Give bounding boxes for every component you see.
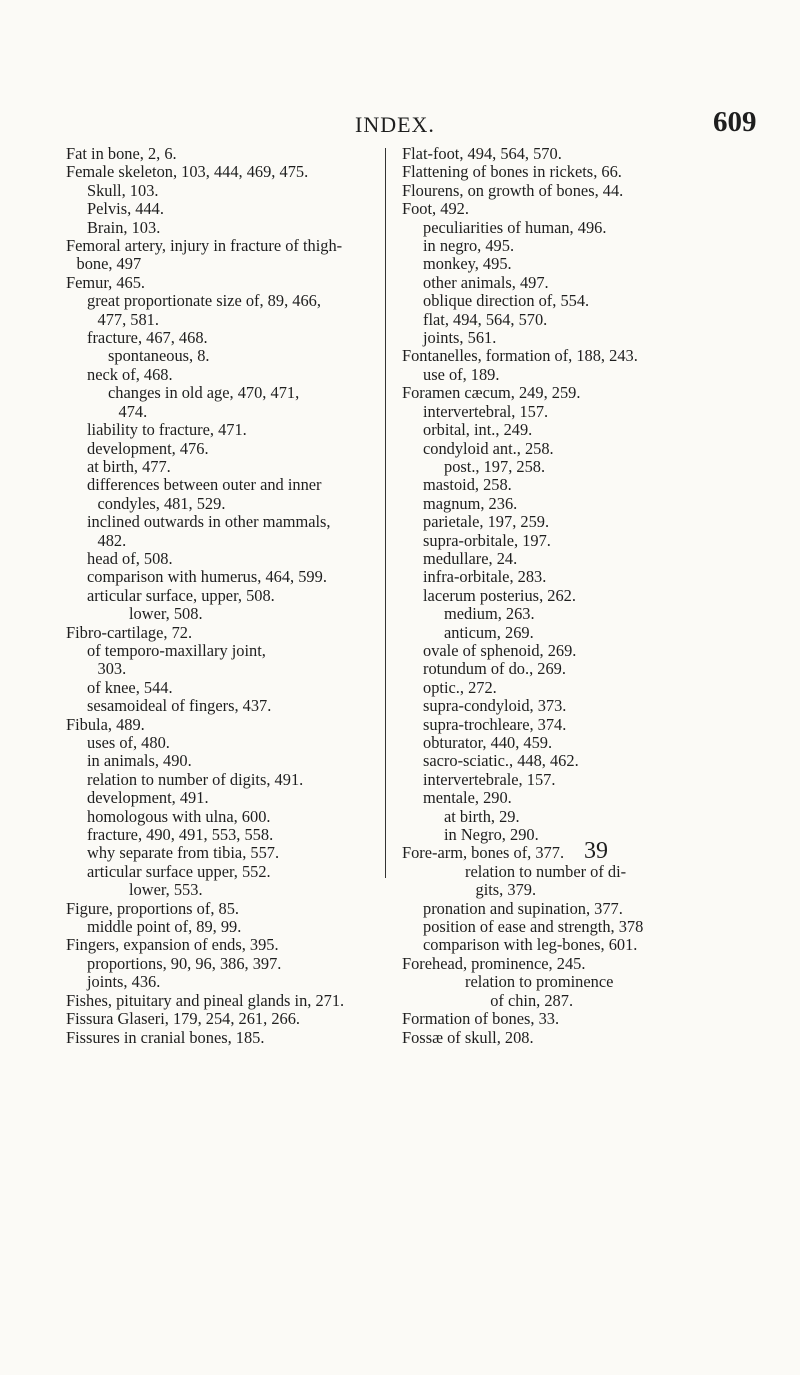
index-entry: fracture, 467, 468. — [87, 328, 208, 348]
index-entry: ovale of sphenoid, 269. — [423, 640, 577, 660]
index-entry: Brain, 103. — [87, 217, 161, 237]
page-header — [0, 106, 800, 140]
index-entry: Fibula, 489. — [66, 714, 145, 734]
index-entry: anticum, 269. — [444, 622, 534, 642]
index-entry: Flourens, on growth of bones, 44. — [402, 180, 624, 200]
index-entry: great proportionate size of, 89, 466, — [87, 291, 321, 311]
index-entry: liability to fracture, 471. — [87, 420, 247, 440]
index-entry: comparison with humerus, 464, 599. — [87, 567, 327, 587]
index-column-right — [402, 145, 732, 1047]
index-entry: Fissura Glaseri, 179, 254, 261, 266. — [66, 1009, 301, 1029]
index-entry: post., 197, 258. — [444, 456, 546, 476]
index-entry: Fat in bone, 2, 6. — [66, 144, 177, 163]
index-entry: Foramen cæcum, 249, 259. — [402, 383, 581, 403]
index-entry: medullare, 24. — [423, 548, 518, 568]
index-entry: of knee, 544. — [87, 677, 173, 697]
index-entry: Fore-arm, bones of, 377. — [402, 843, 565, 863]
index-entry: Formation of bones, 33. — [402, 1009, 560, 1029]
index-entry: use of, 189. — [423, 364, 500, 384]
index-entry: magnum, 236. — [423, 493, 518, 513]
running-head: INDEX. — [355, 112, 435, 137]
index-entry: orbital, int., 249. — [423, 420, 533, 440]
index-entry: 474. — [118, 401, 148, 421]
index-column-left — [66, 145, 376, 1047]
index-entry: Fissures in cranial bones, 185. — [66, 1027, 265, 1047]
index-entry: spontaneous, 8. — [108, 346, 210, 366]
index-entry: flat, 494, 564, 570. — [423, 309, 548, 329]
index-entry: condyles, 481, 529. — [97, 493, 226, 513]
index-entry: fracture, 490, 491, 553, 558. — [87, 825, 274, 845]
index-entry: lower, 553. — [129, 880, 203, 900]
index-entry: Femur, 465. — [66, 272, 146, 292]
index-entry: position of ease and strength, 378 — [423, 917, 644, 937]
index-entry: mentale, 290. — [423, 788, 512, 808]
index-entry: supra-condyloid, 373. — [423, 696, 567, 716]
index-entry: supra-orbitale, 197. — [423, 530, 551, 550]
index-entry: Skull, 103. — [87, 180, 159, 200]
index-entry: homologous with ulna, 600. — [87, 806, 271, 826]
index-entry: other animals, 497. — [423, 272, 549, 292]
index-entry: monkey, 495. — [423, 254, 512, 274]
index-entry: supra-trochleare, 374. — [423, 714, 567, 734]
index-entry: lacerum posterius, 262. — [423, 585, 576, 605]
index-entry: neck of, 468. — [87, 364, 173, 384]
index-entry: condyloid ant., 258. — [423, 438, 554, 458]
index-entry: 303. — [97, 659, 127, 679]
index-entry: pronation and supination, 377. — [423, 898, 623, 918]
column-divider — [385, 148, 386, 878]
index-entry: Pelvis, 444. — [87, 199, 164, 219]
index-entry: optic., 272. — [423, 677, 497, 697]
index-entry: joints, 436. — [87, 972, 161, 992]
index-entry: Fibro-cartilage, 72. — [66, 622, 193, 642]
index-entry: obturator, 440, 459. — [423, 733, 553, 752]
index-entry: rotundum of do., 269. — [423, 659, 566, 679]
index-entry: parietale, 197, 259. — [423, 512, 550, 532]
index-entry: changes in old age, 470, 471, — [108, 383, 300, 403]
index-entry: comparison with leg-bones, 601. — [423, 935, 638, 955]
index-entry: in Negro, 290. — [444, 825, 539, 845]
page-number: 609 — [713, 106, 757, 138]
index-entry: articular surface, upper, 508. — [87, 585, 275, 605]
index-entry: gits, 379. — [475, 880, 537, 900]
index-entry: differences between outer and inner — [87, 475, 322, 495]
index-entry: in animals, 490. — [87, 751, 192, 771]
index-entry: Fingers, expansion of ends, 395. — [66, 935, 279, 955]
index-entry: oblique direction of, 554. — [423, 291, 590, 311]
index-entry: relation to number of di- — [465, 861, 627, 881]
index-entry: bone, 497 — [76, 254, 142, 274]
index-entry: 482. — [97, 530, 127, 550]
index-entry: Foot, 492. — [402, 199, 469, 219]
index-entry: relation to prominence — [465, 972, 614, 992]
index-entry: Female skeleton, 103, 444, 469, 475. — [66, 162, 309, 182]
index-entry: Flattening of bones in rickets, 66. — [402, 162, 622, 182]
index-entry: articular surface upper, 552. — [87, 861, 271, 881]
index-entry: 477, 581. — [97, 309, 159, 329]
index-entry: of temporo-maxillary joint, — [87, 640, 266, 660]
index-entry: peculiarities of human, 496. — [423, 217, 607, 237]
index-entry: Fossæ of skull, 208. — [402, 1027, 534, 1047]
index-entry: sacro-sciatic., 448, 462. — [423, 751, 579, 771]
index-entry: in negro, 495. — [423, 236, 515, 256]
signature-mark: 39 — [584, 838, 608, 864]
index-entry: of chin, 287. — [490, 990, 574, 1010]
index-entry: mastoid, 258. — [423, 475, 512, 495]
index-entry: at birth, 477. — [87, 456, 171, 476]
index-entry: intervertebrale, 157. — [423, 769, 556, 789]
index-entry: Femoral artery, injury in fracture of thigh- — [66, 236, 343, 256]
index-entry: Forehead, prominence, 245. — [402, 953, 586, 973]
index-entry: Flat-foot, 494, 564, 570. — [402, 144, 562, 163]
index-entry: middle point of, 89, 99. — [87, 917, 242, 937]
index-entry: sesamoideal of fingers, 437. — [87, 696, 272, 716]
index-entry: head of, 508. — [87, 548, 173, 568]
index-entry: development, 491. — [87, 788, 209, 808]
index-entry: proportions, 90, 96, 386, 397. — [87, 953, 282, 973]
index-entry: Fontanelles, formation of, 188, 243. — [402, 346, 638, 366]
index-entry: intervertebral, 157. — [423, 401, 549, 421]
index-entry: development, 476. — [87, 438, 209, 458]
index-entry: lower, 508. — [129, 604, 203, 624]
index-entry: Figure, proportions of, 85. — [66, 898, 239, 918]
index-entry: Fishes, pituitary and pineal glands in, 271. — [66, 990, 345, 1010]
index-entry: joints, 561. — [423, 328, 497, 348]
index-entry: infra-orbitale, 283. — [423, 567, 547, 587]
index-entry: why separate from tibia, 557. — [87, 843, 280, 863]
index-entry: medium, 263. — [444, 604, 535, 624]
index-entry: uses of, 480. — [87, 733, 170, 752]
index-entry: relation to number of digits, 491. — [87, 769, 304, 789]
index-entry: at birth, 29. — [444, 806, 520, 826]
index-entry: inclined outwards in other mammals, — [87, 512, 331, 532]
